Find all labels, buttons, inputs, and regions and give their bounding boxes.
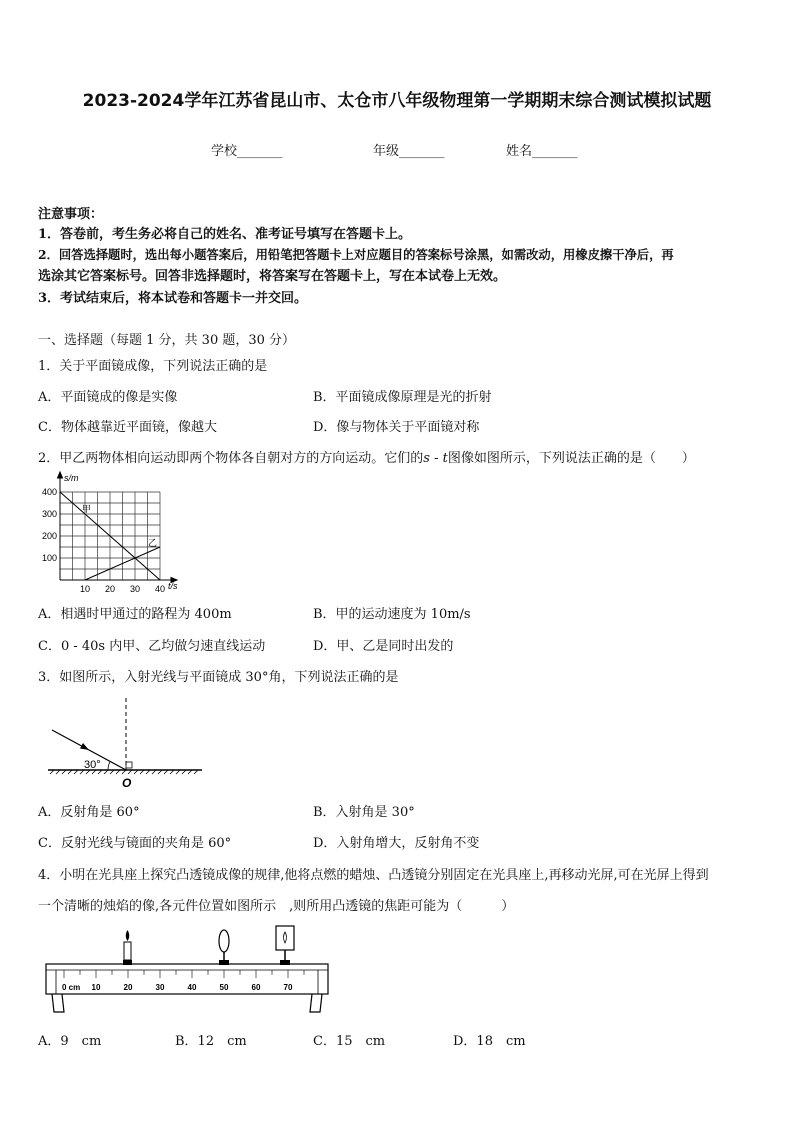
q2-option-b: B．甲的运动速度为 10m/s [313, 607, 471, 622]
notice-item: 3．考试结束后，将本试卷和答题卡一并交回。 [38, 291, 308, 306]
convex-lens-icon [219, 930, 229, 965]
bench-label: 30 [155, 983, 165, 992]
angle-label: 30° [84, 759, 101, 771]
light-screen-icon [276, 926, 294, 965]
q3-option-a: A．反射角是 60° [38, 805, 140, 820]
notice-item: 2．回答选择题时，选出每小题答案后，用铅笔把答题卡上对应题目的答案标号涂黑，如需改动，用橡皮擦干净后，再 [38, 247, 674, 262]
bench-label: 10 [91, 983, 101, 992]
q3-option-b: B．入射角是 30° [313, 805, 415, 820]
question-4-stem-line1: 4．小明在光具座上探究凸透镜成像的规律,他将点燃的蜡烛、凸透镜分别固定在光具座上,再移动光屏,可在光屏上得到 [38, 868, 709, 883]
q4-option-c: C．15 cm [313, 1034, 386, 1049]
grade-field: 年级_______ [373, 144, 445, 159]
section-heading: 一、选择题（每题 1 分，共 30 题，30 分） [38, 333, 296, 348]
notice-heading: 注意事项： [38, 207, 104, 222]
bench-label: 40 [187, 983, 197, 992]
bench-label: 70 [283, 983, 293, 992]
school-field: 学校_______ [211, 144, 283, 159]
bench-label: 60 [251, 983, 261, 992]
y-tick-label: 300 [41, 509, 57, 519]
right-angle-mark [126, 762, 132, 768]
question-3-stem: 3．如图所示，入射光线与平面镜成 30°角，下列说法正确的是 [38, 670, 399, 685]
q4-option-a: A．9 cm [38, 1034, 102, 1049]
x-tick-label: 30 [129, 584, 141, 594]
st-graph [36, 471, 196, 599]
bench-label: 50 [219, 983, 229, 992]
notice-item: 1．答卷前，考生务必将自己的姓名、准考证号填写在答题卡上。 [38, 227, 412, 242]
x-tick-label: 40 [154, 584, 166, 594]
x-tick-label: 20 [104, 584, 116, 594]
q3-option-d: D．入射角增大，反射角不变 [313, 836, 480, 851]
x-tick-label: 10 [79, 584, 91, 594]
point-o-label: O [122, 776, 132, 790]
question-2-stem [38, 447, 695, 466]
angle-arc [108, 761, 110, 770]
question-4-stem-line2: 一个清晰的烛焰的像,各元件位置如图所示 ,则所用凸透镜的焦距可能为（ ） [38, 899, 515, 914]
q1-option-a: A．平面镜成的像是实像 [38, 390, 178, 405]
bench-label: 0 cm [62, 983, 81, 992]
notice-item: 选涂其它答案标号。回答非选择题时，将答案写在答题卡上，写在本试卷上无效。 [38, 269, 507, 284]
label-yi: 乙 [148, 538, 158, 548]
q2-option-d: D．甲、乙是同时出发的 [313, 639, 454, 654]
q2-stem-part: 2．甲乙两物体相向运动即两个物体各自朝对方的方向运动。它们的 [38, 451, 424, 466]
q4-option-b: B．12 cm [175, 1034, 247, 1049]
candle-icon [123, 930, 132, 965]
q1-option-d: D．像与物体关于平面镜对称 [313, 420, 480, 435]
q2-stem-variable: s - t [423, 451, 448, 466]
reflection-diagram [40, 696, 210, 792]
y-tick-label: 200 [41, 531, 57, 541]
bench-label: 20 [123, 983, 133, 992]
y-axis-label: s/m [64, 473, 79, 483]
q2-option-c: C．0 - 40s 内甲、乙均做匀速直线运动 [38, 639, 266, 654]
page-title: 2023-2024学年江苏省昆山市、太仓市八年级物理第一学期期末综合测试模拟试题 [82, 91, 712, 111]
ray-arrow-icon [80, 743, 89, 750]
x-axis-label: t/s [168, 581, 178, 591]
question-1-stem: 1．关于平面镜成像，下列说法正确的是 [38, 359, 268, 374]
label-jia: 甲 [82, 504, 92, 514]
q1-option-c: C．物体越靠近平面镜，像越大 [38, 420, 217, 435]
optical-bench-diagram [44, 924, 336, 1020]
q4-option-d: D．18 cm [453, 1034, 526, 1049]
y-tick-label: 100 [41, 553, 57, 563]
q3-option-c: C．反射光线与镜面的夹角是 60° [38, 836, 232, 851]
y-tick-label: 400 [41, 487, 57, 497]
q1-option-b: B．平面镜成像原理是光的折射 [313, 390, 492, 405]
q2-stem-part: 图像如图所示，下列说法正确的是（ ） [447, 451, 695, 466]
name-field: 姓名_______ [506, 144, 578, 159]
q2-option-a: A．相遇时甲通过的路程为 400m [38, 607, 232, 622]
